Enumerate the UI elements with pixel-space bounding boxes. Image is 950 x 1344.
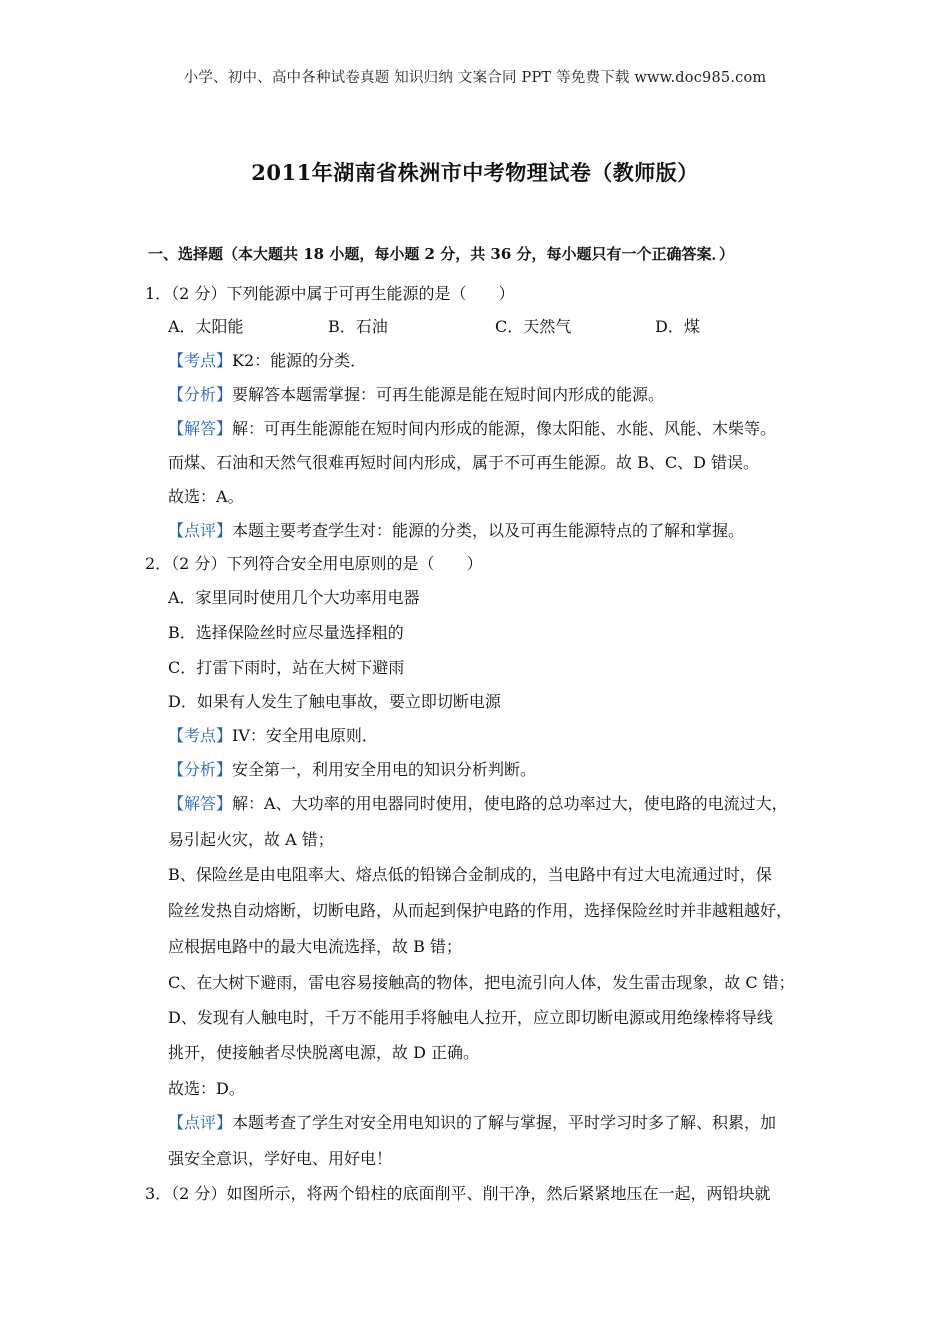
kaodian-tag: 【考点】 (168, 726, 233, 745)
question-1-fenxi (168, 382, 664, 405)
question-2-jieda-line: D、发现有人触电时，千万不能用手将触电人拉开，应立即切断电源或用绝缘棒将导线 (168, 1008, 773, 1027)
question-1-option-c: C．天然气 (495, 317, 572, 336)
dianping-text: 本题主要考查学生对：能源的分类，以及可再生能源特点的了解和掌握。 (232, 521, 745, 540)
fenxi-text: 安全第一，利用安全用电的知识分析判断。 (232, 760, 537, 779)
jieda-text: 解：A、大功率的用电器同时使用，使电路的总功率过大，使电路的电流过大， (232, 794, 788, 813)
question-2-jieda (168, 791, 788, 814)
question-2-option-a: A．家里同时使用几个大功率用电器 (168, 588, 420, 607)
fenxi-text: 要解答本题需掌握：可再生能源是能在短时间内形成的能源。 (232, 385, 665, 404)
question-1-jieda-cont: 而煤、石油和天然气很难再短时间内形成，属于不可再生能源。故 B、C、D 错误。 (168, 453, 760, 472)
section-heading: 一、选择题（本大题共 18 小题，每小题 2 分，共 36 分，每小题只有一个正确答案．） (148, 245, 735, 263)
question-2-dianping (168, 1110, 776, 1133)
question-1-option-b: B．石油 (328, 317, 388, 336)
jieda-tag: 【解答】 (168, 419, 233, 438)
dianping-tag: 【点评】 (168, 1113, 233, 1132)
question-1-jieda (168, 416, 776, 439)
question-1-kaodian (168, 348, 366, 371)
page-title: 2011年湖南省株洲市中考物理试卷（教师版） (251, 160, 699, 185)
question-2-jieda-line: B、保险丝是由电阻率大、熔点低的铅锑合金制成的，当电路中有过大电流通过时，保 (168, 865, 772, 884)
question-2-stem: 2．（2 分）下列符合安全用电原则的是（ ） (145, 554, 483, 573)
question-2-fenxi (168, 757, 536, 780)
question-3-stem: 3．（2 分）如图所示，将两个铅柱的底面削平、削干净，然后紧紧地压在一起，两铅块就 (145, 1184, 771, 1203)
question-1-answer: 故选：A。 (168, 487, 244, 506)
kaodian-text: IV：安全用电原则． (232, 726, 378, 745)
question-2-option-c: C．打雷下雨时，站在大树下避雨 (168, 658, 405, 677)
question-2-jieda-line: C、在大树下避雨，雷电容易接触高的物体，把电流引向人体，发生雷击现象，故 C 错； (168, 973, 795, 992)
question-1-dianping (168, 518, 744, 541)
jieda-text: 解：可再生能源能在短时间内形成的能源，像太阳能、水能、风能、木柴等。 (232, 419, 777, 438)
question-2-answer: 故选：D。 (168, 1079, 245, 1098)
question-2-dianping-cont: 强安全意识，学好电、用好电！ (168, 1149, 393, 1168)
page-header: 小学、初中、高中各种试卷真题 知识归纳 文案合同 PPT 等免费下载 www.doc985.com (183, 70, 767, 86)
question-1-option-a: A．太阳能 (168, 317, 244, 336)
question-2-jieda-line: 险丝发热自动熔断，切断电路，从而起到保护电路的作用，选择保险丝时并非越粗越好， (168, 901, 793, 920)
fenxi-tag: 【分析】 (168, 760, 233, 779)
fenxi-tag: 【分析】 (168, 385, 233, 404)
question-2-jieda-line: 挑开，使接触者尽快脱离电源，故 D 正确。 (168, 1043, 480, 1062)
dianping-text: 本题考查了学生对安全用电知识的了解与掌握，平时学习时多了解、积累，加 (232, 1113, 777, 1132)
dianping-tag: 【点评】 (168, 521, 233, 540)
question-2-kaodian (168, 723, 378, 746)
kaodian-tag: 【考点】 (168, 351, 233, 370)
kaodian-text: K2：能源的分类． (232, 351, 367, 370)
question-1-option-d: D．煤 (655, 317, 700, 336)
question-1-stem: 1．（2 分）下列能源中属于可再生能源的是（ ） (145, 284, 515, 303)
question-2-jieda-line: 易引起火灾，故 A 错； (168, 830, 334, 849)
question-2-jieda-line: 应根据电路中的最大电流选择，故 B 错； (168, 937, 462, 956)
question-2-option-b: B．选择保险丝时应尽量选择粗的 (168, 623, 404, 642)
question-2-option-d: D．如果有人发生了触电事故，要立即切断电源 (168, 692, 501, 711)
jieda-tag: 【解答】 (168, 794, 233, 813)
